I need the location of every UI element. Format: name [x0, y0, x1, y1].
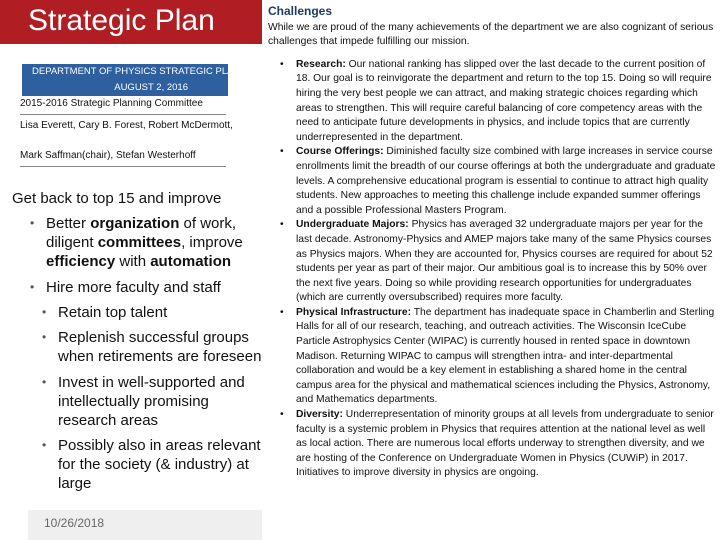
- title-bar: [0, 0, 262, 44]
- plan-divider-bottom: [20, 166, 226, 167]
- plan-members: Lisa Everett, Cary B. Forest, Robert McDermott,: [20, 120, 233, 131]
- plan-divider: [20, 114, 226, 115]
- keyword-organization: organization: [90, 215, 180, 232]
- challenge-text: The department has inadequate space in Chamberlin and Sterling Halls for all of our research, teaching, and outreach activities. The Wisconsin IceCube Particle Astrophysics Center (WIPAC) is currently housed in rented space in downtown Madison. Returning WIPAC to campus will strengthen intra- and inter-departmental collaboration and would be a key element in establishing a shared home in the central campus area for the physical and mathematical sciences including the Physics, Astronomy, and Mathematics departments.: [296, 306, 715, 406]
- keyword-automation: automation: [150, 253, 232, 270]
- text: , improve: [181, 234, 243, 251]
- keyword-committees: committees: [97, 234, 182, 251]
- plan-committee: 2015-2016 Strategic Planning Committee: [20, 98, 203, 109]
- bullet-dot: •: [42, 438, 47, 452]
- bullet-dot: •: [30, 216, 35, 230]
- plan-header-date: AUGUST 2, 2016: [114, 82, 188, 93]
- bullet-dot: •: [42, 330, 47, 344]
- bullet-organization: [30, 214, 266, 271]
- challenge-label: Research:: [296, 58, 346, 70]
- sub-bullet-1: [42, 303, 272, 322]
- plan-chair: Mark Saffman(chair), Stefan Westerhoff: [20, 150, 196, 161]
- text: Retain top talent: [58, 304, 168, 321]
- bullet-dot: •: [42, 375, 47, 389]
- sub-bullet-3: [42, 373, 264, 430]
- challenge-label: Physical Infrastructure:: [296, 306, 412, 318]
- challenge-text: Diminished faculty size combined with large increases in service course enrollments limit the breadth of our course offerings at both the undergraduate and graduate levels. A comprehensive educational program is essential to continue to attract high quality students. New approaches to meeting this challenge include expanded summer offerings and a possible Professional Masters Program.: [296, 146, 716, 216]
- challenge-label: Diversity:: [296, 409, 343, 421]
- left-subheading: Get back to top 15 and improve: [12, 190, 222, 207]
- text: Replenish successful groups when retirements are foreseen: [58, 329, 262, 365]
- text: Better: [46, 215, 91, 232]
- challenge-diversity: [296, 408, 716, 481]
- plan-header: [22, 64, 241, 96]
- keyword-efficiency: efficiency: [46, 253, 116, 270]
- text: with: [115, 253, 151, 270]
- challenge-course-offerings: [296, 145, 716, 218]
- challenge-physical-infrastructure: [296, 306, 716, 408]
- challenges-intro: While we are proud of the many achievements of the department we are also cognizant of serious challenges that impede fulfilling our mission.: [268, 21, 714, 48]
- sub-bullet-2: [42, 328, 276, 366]
- plan-header-title: DEPARTMENT OF PHYSICS STRATEGIC PLAN: [32, 66, 241, 77]
- text: Invest in well-supported and intellectually promising research areas: [58, 374, 245, 429]
- strategic-plan-cover-image: [20, 64, 241, 168]
- slide-date: 10/26/2018: [44, 516, 105, 530]
- bullet-hire: [30, 278, 266, 297]
- text: Possibly also in areas relevant for the society (& industry) at large: [58, 437, 261, 492]
- challenge-label: Course Offerings:: [296, 146, 384, 158]
- text: Hire more faculty and staff: [46, 279, 221, 296]
- challenge-research: [296, 58, 716, 146]
- challenge-text: Our national ranking has slipped over the last decade to the current position of 18. Our goal is to reinvigorate the department and return to the top 15. Doing so will require hiring the very best people we can attract, and making strategic choices regarding which areas to strengthen. This will require careful balancing of core competency areas with the need to anticipate future developments in physics, and include topics that are currently underrepresented in the department.: [296, 58, 712, 143]
- challenges-list: [268, 58, 716, 481]
- challenge-text: Underrepresentation of minority groups at all levels from undergraduate to senior faculty is a systemic problem in Physics that requires attention at the national level as well as local action. There are numerous local efforts underway to strengthen diversity, and we are hosting of the Conference on Undergraduate Women in Physics (CUWiP) in 2017. Initiatives to improve diversity in physics are ongoing.: [296, 409, 714, 479]
- challenge-text: Physics has averaged 32 undergraduate majors per year for the last decade. Astronomy-Physics and AMEP majors take many of the same Physics courses as Physics majors. When they are accounted for, Physics courses are required for about 52 students per year as part of their major. Our ambitious goal is to increase this by 50% over the next five years. Doing so while providing research opportunities for undergraduates (which are currently oversubscribed) requires more faculty.: [296, 219, 713, 304]
- bullet-dot: •: [42, 305, 47, 319]
- slide-title: Strategic Plan: [28, 4, 215, 37]
- bullet-dot: •: [30, 280, 35, 294]
- challenge-label: Undergraduate Majors:: [296, 219, 409, 231]
- challenge-undergraduate-majors: [296, 218, 716, 306]
- sub-bullet-4: [42, 436, 278, 493]
- text: of work, diligent: [46, 215, 237, 251]
- challenges-excerpt: [268, 4, 716, 481]
- challenges-heading: Challenges: [268, 4, 333, 18]
